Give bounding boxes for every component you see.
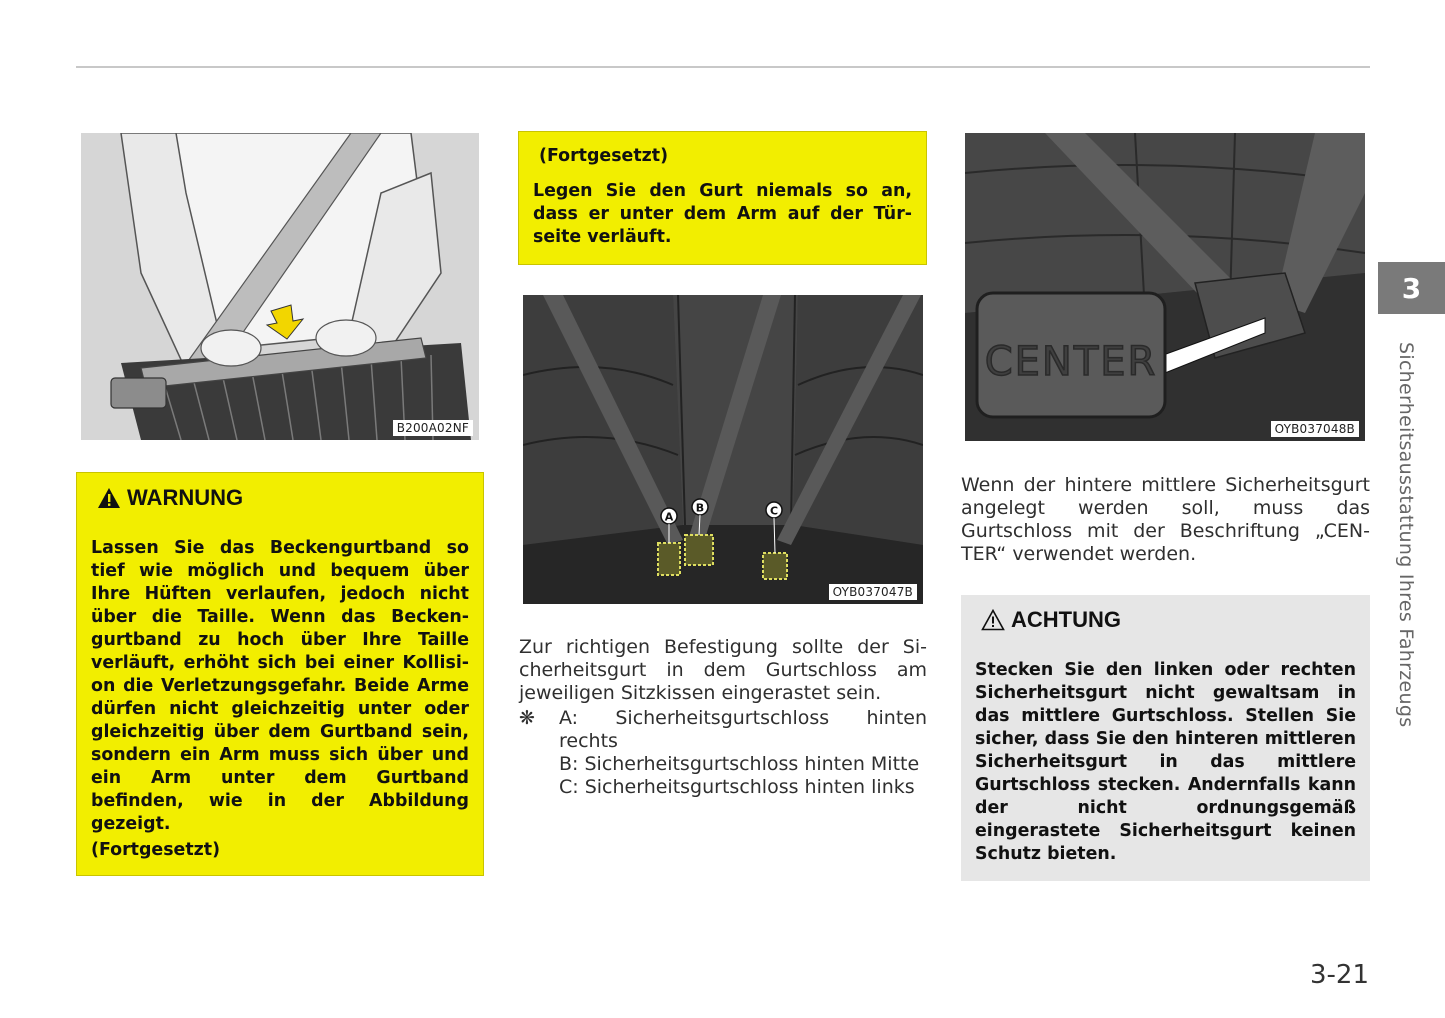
figure-code: OYB037047B [829,584,917,600]
rear-seat-drawing [523,295,923,604]
note-mark: ❋ [519,707,535,729]
lap-belt-drawing [81,133,479,440]
caution-triangle-icon [981,609,1005,631]
warning-title: WARNUNG [127,485,244,510]
lap-belt-illustration [81,133,479,440]
buckle-legend [519,707,927,799]
caution-heading [981,607,1356,633]
warning-box [76,472,484,876]
list-item [519,707,927,753]
callout-c: C [769,504,779,518]
warning-continued: (Fortgesetzt) [91,840,221,860]
figure-code: B200A02NF [393,420,473,436]
center-buckle-illustration [965,133,1365,441]
caution-box [961,595,1370,881]
buckle-intro-text: Zur richtigen Befestigung sollte der Sicherheitsgurt in dem Gurtschloss am jeweiligen Sitzkissen eingerastet sein. [519,636,927,704]
list-item [519,776,927,799]
warning-triangle-icon [97,487,121,509]
list-item [519,753,927,776]
callout-b: B [695,501,705,515]
legend-item-b: B: Sicherheitsgurtschloss hinten Mitte [559,753,920,775]
continued-text: Legen Sie den Gurt niemals so an, dass er unter dem Arm auf der Türseite verläuft. [533,181,912,247]
chapter-tab: 3 [1378,262,1445,314]
warning-heading [97,485,469,511]
continued-label: (Fortgesetzt) [539,146,669,166]
center-label: CENTER [984,339,1158,385]
figure-code: OYB037048B [1271,421,1359,437]
legend-item-c: C: Sicherheitsgurtschloss hinten links [559,776,915,798]
center-buckle-drawing [965,133,1365,441]
caution-text: Stecken Sie den linken oder rechten Sicherheitsgurt nicht gewaltsam in das mittlere Gurtschloss. Stellen Sie sicher, dass Sie den hinteren mittleren Sicherheitsgurt in das mittlere Gurtschloss stecken. Andernfalls kann der nicht ordnungsgemäß eingerastete Sicherheitsgurt keinen Schutz bieten. [975,660,1356,864]
continued-warning-box [518,131,927,265]
callout-a: A [664,510,674,524]
legend-item-a: A: Sicherheitsgurtschloss hinten rechts [559,707,927,752]
rear-seat-buckles-illustration [523,295,923,604]
caution-title: ACHTUNG [1011,607,1121,632]
center-buckle-text: Wenn der hintere mittlere Sicherheitsgurt angelegt werden soll, muss das Gurtschloss mit der Beschriftung „CENTER“ verwendet werden. [961,474,1370,565]
page-number: 3-21 [1309,960,1369,990]
header-rule [76,66,1370,68]
warning-text: Lassen Sie das Beckengurtband so tief wie möglich und bequem über Ihre Hüften verlaufen, jedoch nicht über die Taille. Wenn das Beckengurtband zu hoch über Ihre Taille verläuft, erhöht sich bei einer Kollision die Verletzungsgefahr. Beide Arme dürfen nicht gleichzeitig unter oder gleichzeitig über dem Gurtband sein, sondern ein Arm muss sich über und ein Arm unter dem Gurtband befinden, wie in der Abbildung gezeigt. [91,538,469,834]
chapter-side-title: Sicherheitsausstattung Ihres Fahrzeugs [1395,342,1417,728]
